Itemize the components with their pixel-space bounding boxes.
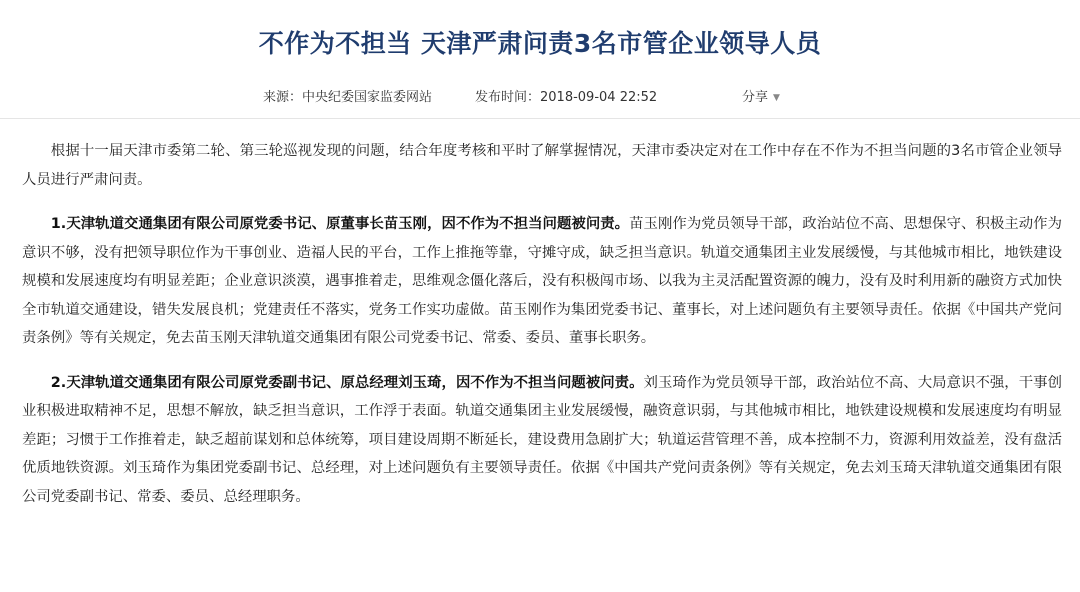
paragraph-item-1-text: 苗玉刚作为党员领导干部，政治站位不高、思想保守、积极主动作为意识不够，没有把领导职位作为干事创业、造福人民的平台，工作上推拖等靠，守摊守成，缺乏担当意识。轨道交通集团主业发展缓慢，与其他城市相比，地铁建设规模和发展速度均有明显差距；企业意识淡漠，遇事推着走，思维观念僵化落后，没有积极闯市场、以我为主灵活配置资源的魄力，没有及时利用新的融资方式加快全市轨道交通建设，错失发展良机；党建责任不落实，党务工作实功虚做。苗玉刚作为集团党委书记、董事长，对上述问题负有主要领导责任。依据《中国共产党问责条例》等有关规定，免去苗玉刚天津轨道交通集团有限公司党委书记、常委、委员、董事长职务。: [22, 216, 1062, 346]
article-title: 不作为不担当 天津严肃问责3名市管企业领导人员: [258, 28, 822, 58]
header-divider: [0, 118, 1080, 119]
paragraph-intro-text: 根据十一届天津市委第二轮、第三轮巡视发现的问题，结合年度考核和平时了解掌握情况，天津市委决定对在工作中存在不作为不担当问题的3名市管企业领导人员进行严肃问责。: [22, 143, 1062, 188]
time-label: 发布时间：: [475, 90, 541, 105]
paragraph-item-1-heading: 1.天津轨道交通集团有限公司原党委书记、原董事长苗玉刚，因不作为不担当问题被问责。: [50, 216, 630, 232]
article-meta: [0, 87, 1080, 109]
share-button[interactable]: [742, 87, 780, 109]
caret-down-icon: ▼: [773, 93, 780, 103]
article-source: [263, 87, 432, 109]
time-value: 2018-09-04 22:52: [540, 90, 658, 105]
article-publish-time: [475, 87, 657, 109]
paragraph-item-1: [22, 210, 1062, 353]
paragraph-item-2: [22, 369, 1062, 512]
source-label: 来源：: [263, 90, 303, 105]
paragraph-item-2-heading: 2.天津轨道交通集团有限公司原党委副书记、原总经理刘玉琦，因不作为不担当问题被问责。: [50, 374, 644, 391]
paragraph-intro: [22, 137, 1062, 194]
article-body: [22, 137, 1062, 527]
paragraph-item-2-text: 刘玉琦作为党员领导干部，政治站位不高、大局意识不强，干事创业积极进取精神不足，思想不解放，缺乏担当意识，工作浮于表面。轨道交通集团主业发展缓慢，融资意识弱，与其他城市相比，地铁建设规模和发展速度均有明显差距；习惯于工作推着走，缺乏超前谋划和总体统筹，项目建设周期不断延长，建设费用急剧扩大；轨道运营管理不善，成本控制不力，资源利用效益差，没有盘活优质地铁资源。刘玉琦作为集团党委副书记、总经理，对上述问题负有主要领导责任。依据《中国共产党问责条例》等有关规定，免去刘玉琦天津轨道交通集团有限公司党委副书记、常委、委员、总经理职务。: [22, 374, 1062, 505]
share-label: 分享: [742, 90, 769, 105]
source-value: 中央纪委国家监委网站: [302, 90, 433, 105]
